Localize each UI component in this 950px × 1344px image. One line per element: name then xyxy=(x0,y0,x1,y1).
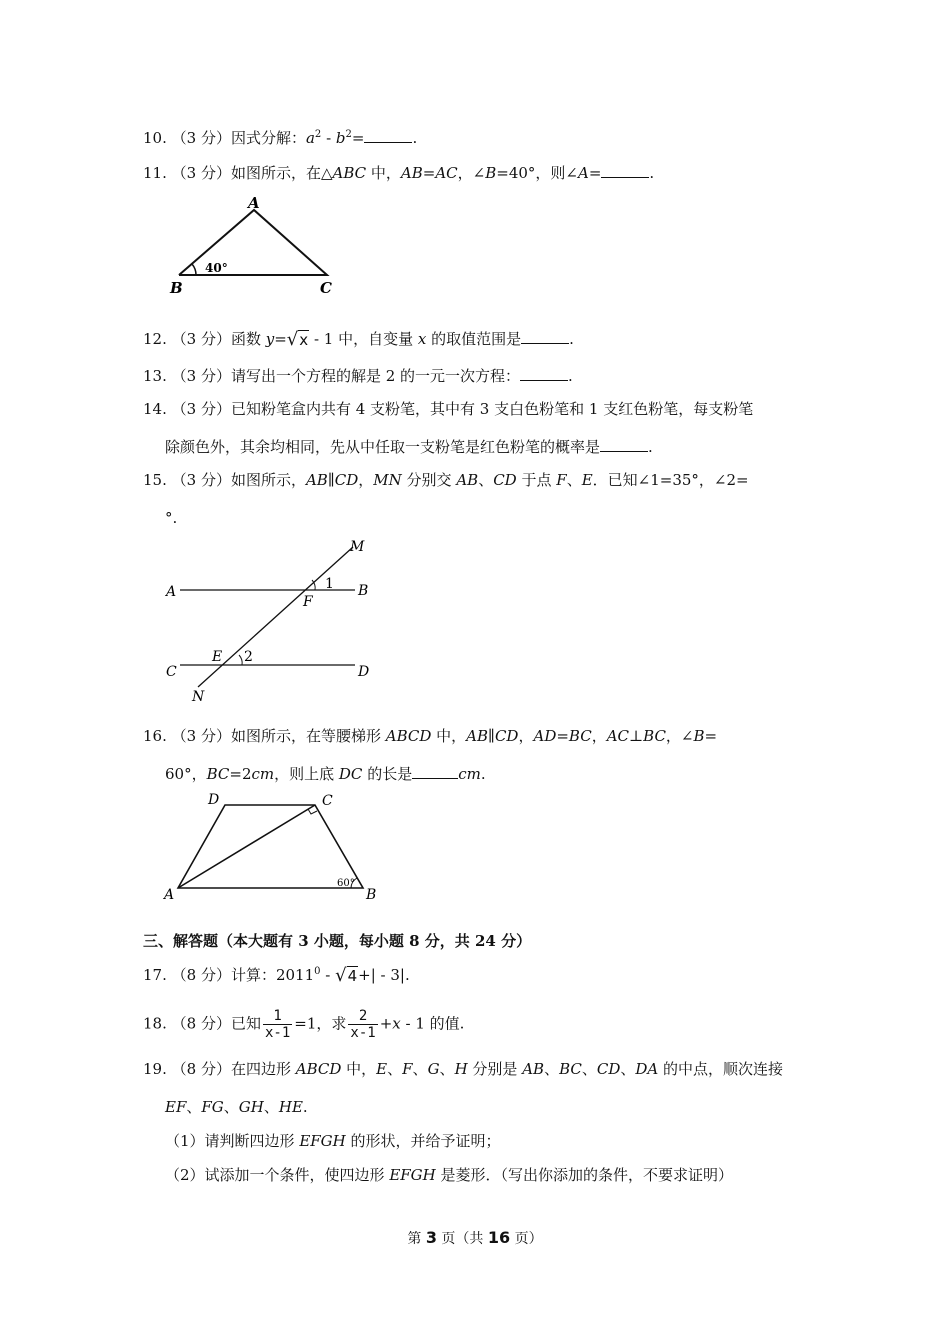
text: ， xyxy=(591,727,607,745)
text: ∥ xyxy=(327,471,335,489)
var: B xyxy=(485,164,497,182)
text: - 1 的值. xyxy=(400,1014,465,1033)
triangle-figure xyxy=(160,192,350,300)
question-score: （8 分） xyxy=(171,966,231,984)
var: G xyxy=(427,1060,440,1078)
label-b: B xyxy=(170,279,183,297)
var: MN xyxy=(373,471,402,489)
section-heading: 三、解答题（本大题有 3 小题，每小题 8 分，共 24 分） xyxy=(143,932,532,950)
question-number: 15. xyxy=(143,471,167,489)
text: 的中点，顺次连接 xyxy=(658,1060,784,1078)
var: F xyxy=(402,1060,413,1078)
var: AB xyxy=(305,471,328,489)
var: BC xyxy=(568,727,592,745)
denominator: x-1 xyxy=(264,1025,291,1041)
text: 如图所示，在△ xyxy=(230,164,333,182)
text: ，∠ xyxy=(665,727,694,745)
text: 的长是 xyxy=(362,765,413,783)
footer-text: 页（共 xyxy=(436,1231,488,1247)
radical: √x xyxy=(286,329,309,350)
footer-text: 页） xyxy=(510,1231,543,1247)
question-15-line2 xyxy=(165,508,177,528)
text: 中， xyxy=(366,164,401,182)
text: . xyxy=(302,1098,308,1116)
trapezoid-edges xyxy=(178,805,363,888)
sep: 、 xyxy=(263,1098,279,1116)
text: 在四边形 xyxy=(230,1060,296,1078)
sep: 、 xyxy=(620,1060,636,1078)
text: - xyxy=(320,966,336,984)
diagonal-ac xyxy=(178,805,315,888)
text: ∥ xyxy=(488,727,495,745)
question-16 xyxy=(143,726,717,746)
var: HE xyxy=(278,1098,303,1116)
text: 、 xyxy=(478,471,494,489)
var: CD xyxy=(596,1060,621,1078)
text: = xyxy=(556,727,569,745)
angle-2-label: 2 xyxy=(244,649,253,665)
question-score: （8 分） xyxy=(171,1014,231,1033)
footer-text: 第 xyxy=(407,1231,426,1247)
text: =1，求 xyxy=(294,1014,347,1033)
period: . xyxy=(648,438,653,456)
text: 如图所示， xyxy=(230,471,306,489)
answer-blank[interactable] xyxy=(520,366,568,381)
label-d: D xyxy=(358,664,370,680)
sep: 、 xyxy=(412,1060,428,1078)
text: 的形状，并给予证明； xyxy=(345,1132,501,1150)
text: 已知粉笔盒内共有 4 支粉笔，其中有 3 支白色粉笔和 1 支红色粉笔，每支粉笔 xyxy=(230,400,754,418)
text: 已知 xyxy=(230,1014,261,1033)
line-mn xyxy=(198,547,353,687)
text: 函数 xyxy=(230,330,266,348)
page-number: 3 xyxy=(425,1228,437,1247)
var-b: b xyxy=(335,129,346,147)
sep: 、 xyxy=(223,1098,239,1116)
label-n: N xyxy=(192,689,205,705)
question-10 xyxy=(143,128,417,148)
var: EF xyxy=(165,1098,187,1116)
var-x: x xyxy=(392,1014,401,1033)
period: . xyxy=(412,129,418,147)
var: CD xyxy=(334,471,359,489)
question-14 xyxy=(143,399,753,419)
text: 如图所示，在等腰梯形 xyxy=(230,727,386,745)
var: EFGH xyxy=(389,1166,436,1184)
text: =2 xyxy=(229,765,252,783)
text: = xyxy=(704,727,718,745)
period: . xyxy=(480,765,486,783)
label-b: B xyxy=(358,583,369,599)
label-a: A xyxy=(248,194,260,212)
numerator: 2 xyxy=(348,1008,377,1025)
denominator: x-1 xyxy=(350,1025,376,1041)
var: EFGH xyxy=(299,1132,346,1150)
sep: 、 xyxy=(186,1098,202,1116)
question-number: 17. xyxy=(143,966,167,984)
var-a: a xyxy=(305,129,315,147)
text: 除颜色外，其余均相同，先从中任取一支粉笔是红色粉笔的概率是 xyxy=(165,438,601,456)
question-number: 10. xyxy=(143,129,167,147)
question-score: （3 分） xyxy=(171,471,231,489)
var: ABCD xyxy=(385,727,432,745)
question-score: （3 分） xyxy=(171,367,231,385)
var: B xyxy=(693,727,705,745)
parallel-lines-figure xyxy=(160,535,385,707)
period: . xyxy=(568,367,573,385)
var: AB xyxy=(400,164,423,182)
text: 、 xyxy=(566,471,582,489)
question-number: 14. xyxy=(143,400,167,418)
text: （2）试添加一个条件，使四边形 xyxy=(165,1166,390,1184)
text: 中， xyxy=(431,727,467,745)
period: . xyxy=(649,164,655,182)
var: BC xyxy=(206,765,230,783)
question-18 xyxy=(143,1008,464,1041)
sep: 、 xyxy=(544,1060,560,1078)
label-b: B xyxy=(366,887,377,903)
var: ABCD xyxy=(295,1060,342,1078)
var-x: x xyxy=(417,330,427,348)
text: 60°， xyxy=(165,765,207,783)
page-footer xyxy=(0,1228,950,1248)
exponent: 2 xyxy=(345,129,352,140)
answer-blank[interactable] xyxy=(600,437,648,452)
answer-blank[interactable] xyxy=(364,128,412,143)
var: A xyxy=(578,164,589,182)
text: +| - 3|. xyxy=(358,966,410,984)
var: DA xyxy=(635,1060,659,1078)
answer-blank[interactable] xyxy=(601,163,649,178)
total-pages: 16 xyxy=(487,1228,511,1247)
text: 是菱形．（写出你添加的条件，不要求证明） xyxy=(435,1166,734,1184)
text: ，∠ xyxy=(457,164,486,182)
var: H xyxy=(454,1060,468,1078)
text: 的取值范围是 xyxy=(426,330,522,348)
question-19-part2 xyxy=(165,1165,733,1185)
numerator: 1 xyxy=(263,1008,292,1025)
angle-label: 40° xyxy=(205,261,228,275)
var: BC xyxy=(643,727,666,745)
var: AB xyxy=(522,1060,545,1078)
question-19 xyxy=(143,1059,783,1079)
label-c: C xyxy=(320,279,332,297)
question-15 xyxy=(143,470,749,490)
label-d: D xyxy=(208,792,220,808)
var: AC xyxy=(435,164,458,182)
var: GH xyxy=(238,1098,264,1116)
label-e: E xyxy=(212,649,223,665)
fraction xyxy=(348,1008,377,1041)
label-c: C xyxy=(166,664,177,680)
question-number: 12. xyxy=(143,330,167,348)
text: 请写出一个方程的解是 2 的一元一次方程： xyxy=(230,367,521,385)
angle-arc xyxy=(192,264,196,275)
unit: cm xyxy=(251,765,275,783)
text: - 1 中，自变量 xyxy=(309,330,418,348)
question-19-line2 xyxy=(165,1097,308,1117)
text: 分别交 xyxy=(401,471,457,489)
question-19-part1 xyxy=(165,1131,501,1151)
text: 计算：2011 xyxy=(230,966,315,984)
equals: = xyxy=(351,129,365,147)
question-12 xyxy=(143,329,574,350)
question-17 xyxy=(143,965,410,986)
text: °. xyxy=(165,509,178,527)
question-score: （3 分） xyxy=(171,330,231,348)
fraction xyxy=(263,1008,292,1041)
triangle-edges xyxy=(179,210,327,275)
var: CD xyxy=(494,727,519,745)
text: = xyxy=(588,164,602,182)
var: ABC xyxy=(332,164,367,182)
period: . xyxy=(569,330,574,348)
text: ， xyxy=(358,471,374,489)
var: E xyxy=(581,471,593,489)
angle-2-arc xyxy=(239,655,242,665)
angle-label: 60° xyxy=(337,878,355,889)
sep: 、 xyxy=(387,1060,403,1078)
text: 分别是 xyxy=(467,1060,523,1078)
text: （1）请判断四边形 xyxy=(165,1132,300,1150)
question-score: （8 分） xyxy=(171,1060,231,1078)
text: ．已知∠1=35°，∠2= xyxy=(592,471,749,489)
var-y: y xyxy=(265,330,275,348)
var: AC xyxy=(606,727,630,745)
exponent: 2 xyxy=(314,129,322,140)
radical: √4 xyxy=(335,965,358,986)
text: ，则上底 xyxy=(274,765,339,783)
text: 于点 xyxy=(516,471,557,489)
radicand: x xyxy=(299,331,309,349)
label-c: C xyxy=(322,793,333,809)
right-angle-mark xyxy=(308,809,317,814)
minus: - xyxy=(321,129,336,147)
sep: 、 xyxy=(581,1060,597,1078)
text: 中， xyxy=(341,1060,377,1078)
text: = xyxy=(422,164,436,182)
question-number: 18. xyxy=(143,1014,167,1033)
question-13 xyxy=(143,366,573,386)
var: F xyxy=(556,471,567,489)
text: ， xyxy=(518,727,534,745)
text: = xyxy=(274,330,287,348)
var: DC xyxy=(338,765,363,783)
question-score: （3 分） xyxy=(171,727,231,745)
var: FG xyxy=(201,1098,224,1116)
text: + xyxy=(379,1014,393,1033)
question-16-line2 xyxy=(165,764,486,784)
var: BC xyxy=(559,1060,582,1078)
question-score: （3 分） xyxy=(171,400,231,418)
var: AB xyxy=(466,727,489,745)
question-11 xyxy=(143,163,654,183)
question-number: 13. xyxy=(143,367,167,385)
answer-blank[interactable] xyxy=(521,329,569,344)
radicand: 4 xyxy=(347,967,358,985)
unit: cm xyxy=(458,765,481,783)
label-m: M xyxy=(350,539,365,555)
exponent: 0 xyxy=(314,966,321,977)
angle-1-label: 1 xyxy=(325,576,334,592)
question-14-line2 xyxy=(165,437,653,457)
label-a: A xyxy=(166,584,177,600)
text: ⊥ xyxy=(629,727,644,745)
var: AB xyxy=(456,471,479,489)
var: CD xyxy=(493,471,517,489)
label-a: A xyxy=(164,887,175,903)
trapezoid-figure xyxy=(160,788,385,906)
question-text: 因式分解： xyxy=(230,129,306,147)
var: AD xyxy=(533,727,557,745)
sep: 、 xyxy=(439,1060,455,1078)
question-number: 19. xyxy=(143,1060,167,1078)
question-score: （3 分） xyxy=(171,164,231,182)
answer-blank[interactable] xyxy=(412,764,458,779)
var: E xyxy=(376,1060,388,1078)
label-f: F xyxy=(303,594,313,610)
question-number: 16. xyxy=(143,727,167,745)
question-number: 11. xyxy=(143,164,167,182)
text: =40°，则∠ xyxy=(496,164,578,182)
question-score: （3 分） xyxy=(171,129,231,147)
